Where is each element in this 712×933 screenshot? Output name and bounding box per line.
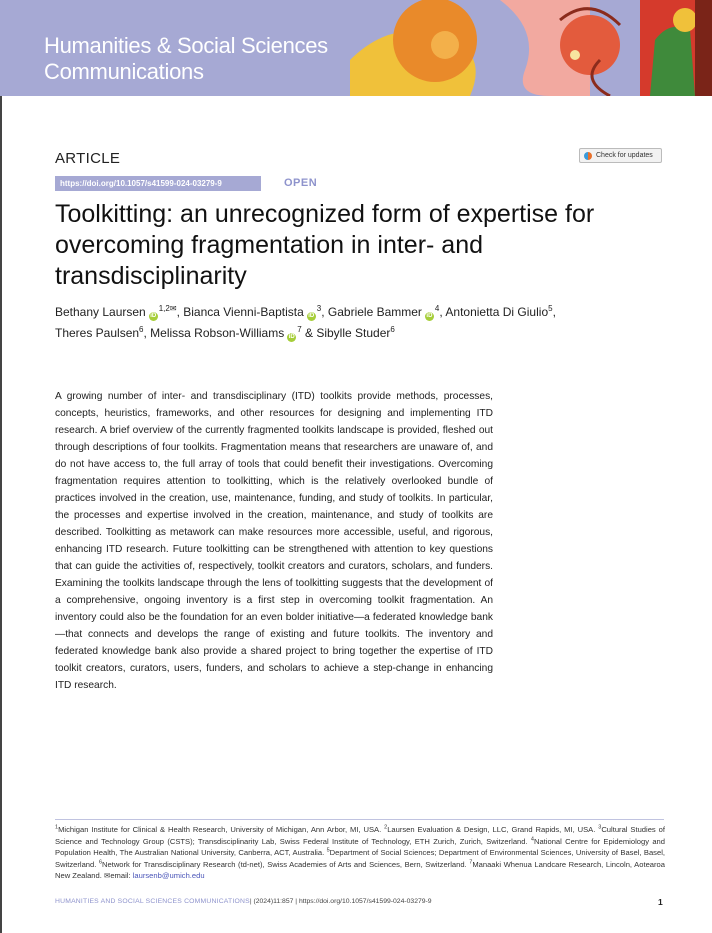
- doi-link[interactable]: https://doi.org/10.1057/s41599-024-03279-9: [55, 176, 261, 191]
- author-affiliation-mark: 4: [434, 304, 440, 313]
- author-name[interactable]: Gabriele Bammer: [327, 305, 422, 319]
- author-name[interactable]: Antonietta Di Giulio: [445, 305, 549, 319]
- author-affiliation-mark: 1,2✉: [158, 304, 177, 313]
- footnote-number: 3: [598, 824, 602, 831]
- author-separator: &: [301, 326, 317, 340]
- footnote-text: Department of Social Sciences; Department of Environmental Sciences, University of Basel, Basel, Switzerland.: [55, 848, 666, 869]
- author-separator: ,: [552, 305, 556, 319]
- footnote-text: Laursen Evaluation & Design, LLC, Grand Rapids, MI, USA.: [387, 825, 599, 834]
- banner-artwork: [350, 0, 712, 96]
- footnote-number: 6: [98, 858, 102, 865]
- orcid-icon[interactable]: iD: [288, 334, 295, 340]
- footer-citation: | (2024)11:857 | https://doi.org/10.1057/s41599-024-03279-9: [249, 898, 432, 905]
- affiliations-footnotes: [55, 824, 665, 882]
- author-name[interactable]: Theres Paulsen: [55, 326, 140, 340]
- journal-name-line1: Humanities & Social Sciences: [44, 33, 328, 58]
- footnote-number: 4: [530, 835, 534, 842]
- author-affiliation-mark: 7: [297, 325, 302, 334]
- footnote-text: Network for Transdisciplinary Research (td-net), Swiss Academies of Arts and Sciences, Bern, Switzerland.: [102, 859, 470, 869]
- abstract: A growing number of inter- and transdisciplinary (ITD) toolkits provide methods, processes, concepts, heuristics, frameworks, and other resources for designing and implementing ITD research. A brief overview of the currently fragmented toolkits landscape is provided, fleshed out through descriptions of four toolkits. Fragmentation means that researchers are unaware of, and do not have access to, the full array of tools that could benefit their investigations. Overcoming fragmentation requires attention to toolkitting, which is the relatively overlooked bundle of practices involved in the creation, use, maintenance, funding, and study of toolkits. In particular, the processes and expertise involved in the creation, maintenance, and study of toolkits are described. Toolkitting as metawork can make resources more accessible, useful, and rigorous, enhancing ITD research. Future toolkitting can be strengthened with attention to key questions that can guide the activities of, respectively, toolkit creators and curators, scholars, and funders. Examining the toolkits landscape through the lens of toolkitting suggests that the development of a comprehensive, ongoing inventory is a first step in overcoming toolkit fragmentation. An inventory could also be the foundation for an even bolder initiative—a federated knowledge bank—that connects and develops the range of existing and future toolkits. The inventory and federated knowledge bank also provide a shared project to bring together the expertise of ITD toolkit creators, curators, users, funders, and scholars to achieve a step-change in enhancing ITD research.: [55, 391, 493, 691]
- footnote-number: 5: [326, 847, 330, 854]
- footnote-text: National Centre for Epidemiology and Population Health, The Australian National University, Canberra, ACT, Australia.: [55, 836, 665, 857]
- page-number: 1: [658, 897, 663, 907]
- footnote-text: Michigan Institute for Clinical & Health Research, University of Michigan, Ann Arbor, MI, USA.: [58, 825, 385, 834]
- footnote-number: 7: [469, 858, 473, 865]
- crossmark-icon: [584, 152, 592, 160]
- author-separator: ,: [321, 305, 328, 319]
- author-list: [55, 302, 655, 344]
- orcid-icon[interactable]: iD: [308, 313, 315, 319]
- check-for-updates-label: Check for updates: [596, 152, 653, 159]
- footnote-number: 2: [384, 824, 388, 831]
- left-page-rule: [0, 0, 2, 933]
- email-link[interactable]: laursenb@umich.edu: [132, 871, 205, 880]
- author-affiliation-mark: 6: [390, 325, 395, 334]
- email-prefix: ✉email:: [103, 871, 133, 880]
- orcid-icon[interactable]: iD: [150, 313, 157, 319]
- author-affiliation-mark: 5: [548, 304, 553, 313]
- journal-name: [44, 33, 328, 85]
- author-name[interactable]: Melissa Robson-Williams: [150, 326, 285, 340]
- author-name[interactable]: Sibylle Studer: [316, 326, 391, 340]
- footnote-text: Manaaki Whenua Landcare Research, Lincoln, Aotearoa New Zealand.: [55, 859, 665, 880]
- check-for-updates-button[interactable]: [579, 148, 662, 163]
- author-separator: ,: [176, 305, 184, 319]
- author-separator: ,: [439, 305, 446, 319]
- journal-name-line2: Communications: [44, 59, 204, 84]
- journal-banner: [0, 0, 712, 96]
- footer-journal-name: HUMANITIES AND SOCIAL SCIENCES COMMUNICATIONS: [55, 898, 250, 905]
- open-access-label: OPEN: [284, 177, 318, 189]
- footnote-text: Cultural Studies of Science and Technology Group (CSTS); Transdisciplinarity Lab, Swiss Federal Institute of Technology, ETH Zurich, Zurich, Switzerland.: [55, 825, 665, 846]
- orcid-icon[interactable]: iD: [426, 313, 433, 319]
- article-title: Toolkitting: an unrecognized form of expertise for overcoming fragmentation in inter- and transdisciplinarity: [55, 200, 595, 290]
- author-name[interactable]: Bethany Laursen: [55, 305, 146, 319]
- article-type-label: ARTICLE: [55, 150, 121, 167]
- author-affiliation-mark: 6: [139, 325, 144, 334]
- page-footer: [55, 898, 665, 905]
- footnote-number: 1: [55, 824, 59, 831]
- author-name[interactable]: Bianca Vienni-Baptista: [183, 305, 304, 319]
- footnote-divider: [55, 819, 664, 820]
- author-affiliation-mark: 3: [316, 304, 322, 313]
- author-separator: ,: [143, 326, 151, 340]
